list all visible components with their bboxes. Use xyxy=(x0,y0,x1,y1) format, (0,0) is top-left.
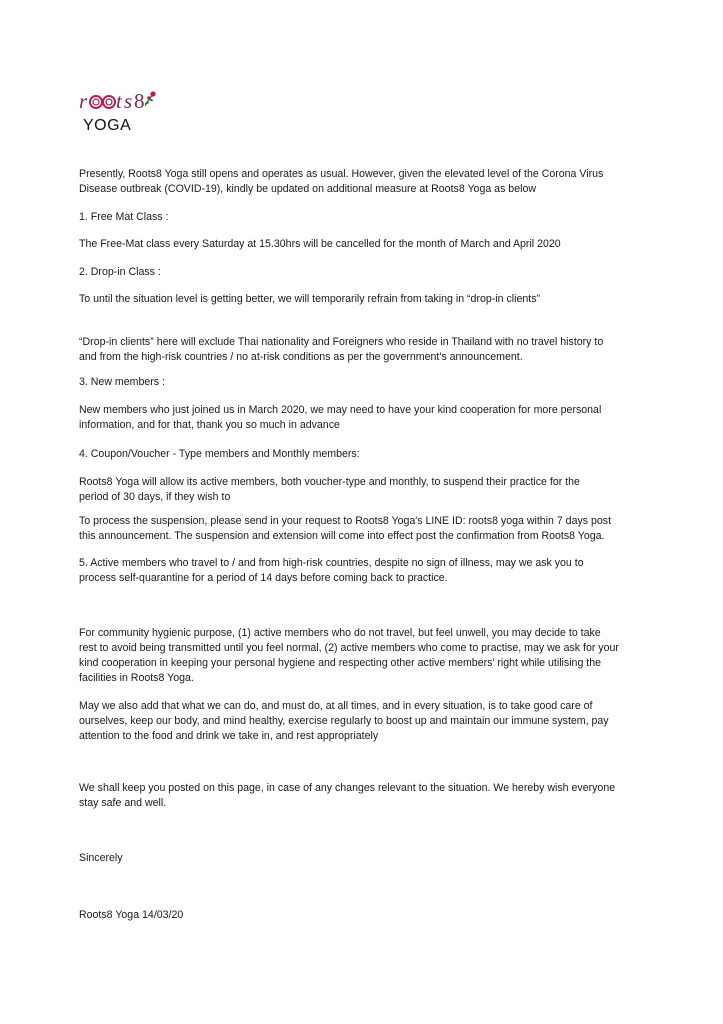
section-4-heading: 4. Coupon/Voucher - Type members and Monthly members: xyxy=(79,448,360,460)
body-line: May we also add that what we can do, and must do, at all times, and in every situation, is to take good care of xyxy=(79,700,593,712)
body-line: rest to avoid being transmitted until you feel normal, (2) active members who come to practise, may we ask for your xyxy=(79,642,619,654)
section-4-body xyxy=(79,475,659,505)
body-line: ourselves, keep our body, and mind healthy, exercise regularly to boost up and maintain our immune system, pay xyxy=(79,715,609,727)
intro-line: Presently, Roots8 Yoga still opens and operates as usual. However, given the elevated level of the Corona Virus xyxy=(79,168,604,180)
section-2-note xyxy=(79,335,659,365)
body-line: attention to the food and drink we take in, and rest appropriately xyxy=(79,730,379,742)
section-3-heading: 3. New members : xyxy=(79,376,165,388)
roots8-yoga-logo xyxy=(79,88,159,134)
body-line: Roots8 Yoga will allow its active members, both voucher-type and monthly, to suspend their practice for the xyxy=(79,476,580,488)
svg-text:r: r xyxy=(79,89,88,113)
section-2-body: To until the situation level is getting better, we will temporarily refrain from taking in “drop-in clients” xyxy=(79,293,541,305)
svg-text:YOGA: YOGA xyxy=(83,117,132,134)
section-2-heading: 2. Drop-in Class : xyxy=(79,266,161,278)
body-line: stay safe and well. xyxy=(79,797,167,809)
section-1-body: The Free-Mat class every Saturday at 15.30hrs will be cancelled for the month of March and April 2020 xyxy=(79,238,561,250)
signoff: Sincerely xyxy=(79,852,123,864)
body-line: We shall keep you posted on this page, in case of any changes relevant to the situation. We hereby wish everyone xyxy=(79,782,616,794)
section-3-body xyxy=(79,403,659,433)
hygiene-paragraph xyxy=(79,626,659,686)
note-line: “Drop-in clients” here will exclude Thai nationality and Foreigners who reside in Thailand with no travel history to xyxy=(79,336,604,348)
svg-text:8: 8 xyxy=(134,89,145,113)
section-1-heading: 1. Free Mat Class : xyxy=(79,211,169,223)
signature-date: Roots8 Yoga 14/03/20 xyxy=(79,909,184,921)
closing-paragraph xyxy=(79,781,659,811)
intro-paragraph xyxy=(79,167,659,197)
svg-text:s: s xyxy=(124,89,133,113)
body-line: kind cooperation in keeping your personal hygiene and respecting other active members' right while utilising the xyxy=(79,657,602,669)
svg-text:t: t xyxy=(116,89,122,113)
note-line: and from the high-risk countries / no at-risk conditions as per the government's announcement. xyxy=(79,351,523,363)
body-line: this announcement. The suspension and extension will come into effect post the confirmation from Roots8 Yoga. xyxy=(79,530,605,542)
body-line: For community hygienic purpose, (1) active members who do not travel, but feel unwell, you may decide to take xyxy=(79,627,601,639)
body-line: To process the suspension, please send in your request to Roots8 Yoga's LINE ID: roots8 yoga within 7 days post xyxy=(79,515,612,527)
body-line: period of 30 days, if they wish to xyxy=(79,491,231,503)
body-line: facilities in Roots8 Yoga. xyxy=(79,672,194,684)
wellbeing-paragraph xyxy=(79,699,659,744)
section-4-process xyxy=(79,514,659,544)
body-line: process self-quarantine for a period of 14 days before coming back to practice. xyxy=(79,572,448,584)
body-line: information, and for that, thank you so much in advance xyxy=(79,419,340,431)
section-5 xyxy=(79,556,659,586)
intro-line: Disease outbreak (COVID-19), kindly be updated on additional measure at Roots8 Yoga as below xyxy=(79,183,536,195)
roots8-logo-mark xyxy=(79,88,159,134)
body-line: 5. Active members who travel to / and from high-risk countries, despite no sign of illness, may we ask you to xyxy=(79,557,584,569)
body-line: New members who just joined us in March 2020, we may need to have your kind cooperation for more personal xyxy=(79,404,602,416)
